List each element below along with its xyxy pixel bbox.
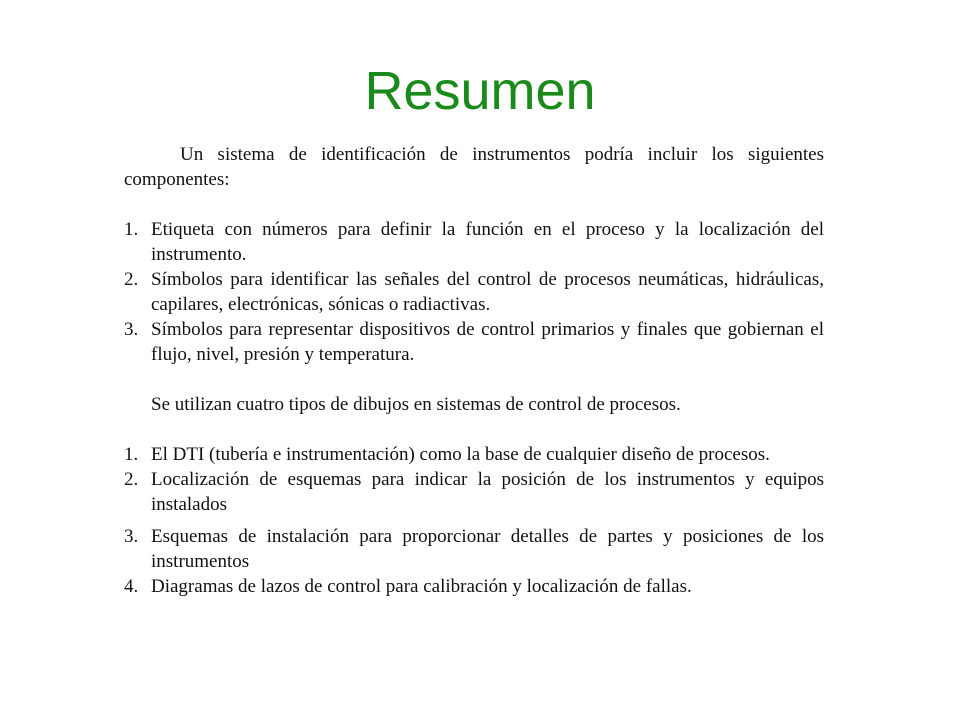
list-item	[124, 267, 824, 317]
list-text: Diagramas de lazos de control para calibración y localización de fallas.	[151, 576, 692, 597]
list-number: 1.	[124, 219, 139, 240]
list-number: 4.	[124, 576, 139, 597]
list-item	[124, 524, 824, 574]
list-text: Etiqueta con números para definir la función en el proceso y la localización del instrumento.	[151, 219, 824, 265]
list-text: El DTI (tubería e instrumentación) como la base de cualquier diseño de procesos.	[151, 444, 770, 465]
slide-body	[124, 142, 824, 599]
components-list	[124, 217, 824, 367]
list-text: Localización de esquemas para indicar la posición de los instrumentos y equipos instalados	[151, 469, 824, 515]
list-text: Símbolos para identificar las señales del control de procesos neumáticas, hidráulicas, capilares, electrónicas, sónicas o radiactivas.	[151, 269, 824, 315]
drawings-intro: Se utilizan cuatro tipos de dibujos en sistemas de control de procesos.	[151, 394, 681, 415]
list-text: Esquemas de instalación para proporcionar detalles de partes y posiciones de los instrumentos	[151, 526, 824, 572]
list-item	[124, 217, 824, 267]
list-number: 3.	[124, 319, 139, 340]
list-number: 3.	[124, 526, 139, 547]
list-number: 2.	[124, 469, 139, 490]
list-item	[124, 574, 824, 599]
list-text: Símbolos para representar dispositivos de control primarios y finales que gobiernan el flujo, nivel, presión y temperatura.	[151, 319, 824, 365]
intro-paragraph: Un sistema de identificación de instrumentos podría incluir los siguientes componentes:	[124, 144, 824, 190]
list-item	[124, 317, 824, 367]
list-item	[124, 467, 824, 517]
slide-title: Resumen	[364, 61, 596, 121]
list-item	[124, 442, 824, 467]
drawings-list	[124, 442, 824, 599]
list-number: 1.	[124, 444, 139, 465]
list-number: 2.	[124, 269, 139, 290]
